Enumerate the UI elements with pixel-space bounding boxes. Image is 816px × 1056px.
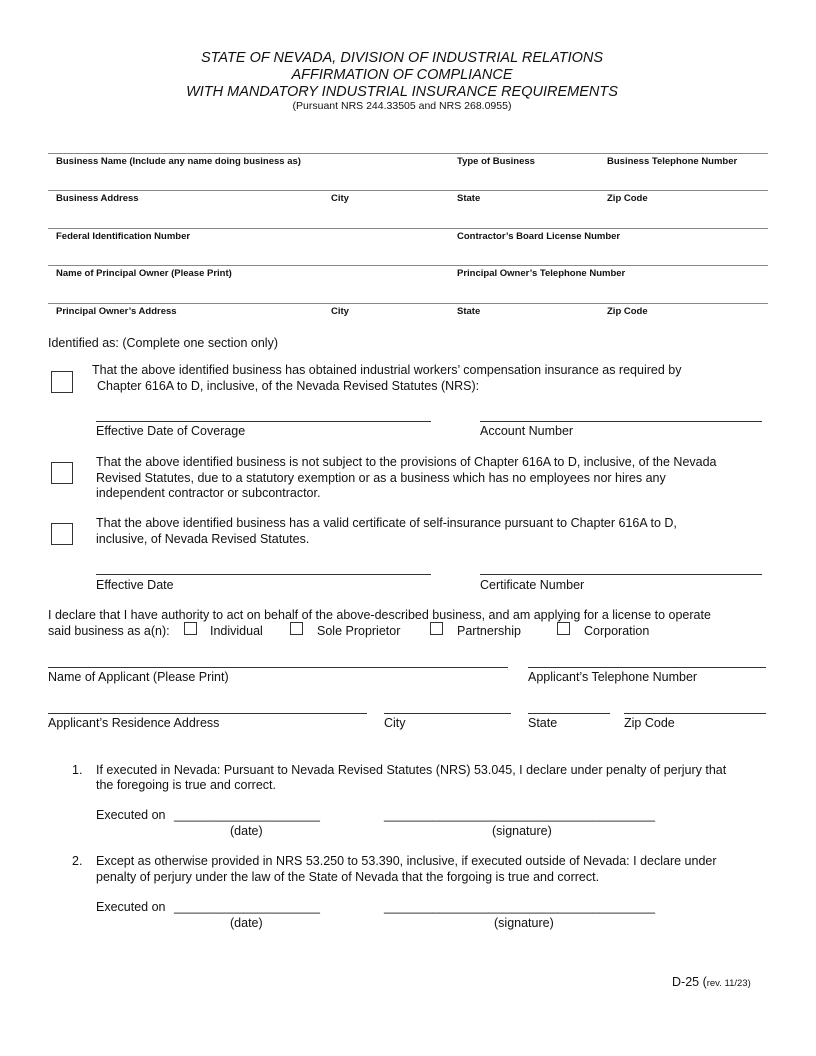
- effective-date-input[interactable]: [96, 574, 431, 575]
- field-divider: [48, 228, 768, 229]
- signature-label: (signature): [494, 916, 554, 930]
- field-divider: [48, 303, 768, 304]
- business-zip-label: Zip Code: [607, 193, 648, 204]
- option1-line2: Chapter 616A to D, inclusive, of the Nevada Revised Statutes (NRS):: [97, 379, 480, 393]
- principal-owner-city-label: City: [331, 306, 349, 317]
- option2-line2: Revised Statutes, due to a statutory exemption or as a business which has no employees nor hires any: [96, 471, 666, 485]
- applicant-zip-label: Zip Code: [624, 716, 675, 730]
- form-title-line1: STATE OF NEVADA, DIVISION OF INDUSTRIAL RELATIONS: [200, 50, 604, 66]
- signature-input[interactable]: _______________________________________: [384, 900, 656, 914]
- form-title-line3: WITH MANDATORY INDUSTRIAL INSURANCE REQUIREMENTS: [186, 84, 618, 100]
- option2-line3: independent contractor or subcontractor.: [96, 486, 321, 500]
- partnership-checkbox[interactable]: [430, 622, 443, 635]
- option1-line1: That the above identified business has obtained industrial workers’ compensation insurance as required by: [92, 363, 682, 377]
- contractor-license-label: Contractor’s Board License Number: [457, 231, 621, 242]
- revision-date: rev. 11/23): [706, 978, 751, 989]
- date-label: (date): [230, 824, 263, 838]
- identified-as-text: Identified as: (Complete one section only): [48, 336, 278, 350]
- business-city-label: City: [331, 193, 349, 204]
- applicant-state-input[interactable]: [528, 713, 610, 714]
- individual-label: Individual: [210, 624, 263, 638]
- effective-date-coverage-label: Effective Date of Coverage: [96, 424, 246, 438]
- signature-label: (signature): [492, 824, 552, 838]
- declaration-line2: said business as a(n):: [48, 624, 170, 638]
- statement2-line1: Except as otherwise provided in NRS 53.250 to 53.390, inclusive, if executed outside of Nevada: I declare under: [96, 854, 717, 868]
- statement1-line1: If executed in Nevada: Pursuant to Nevada Revised Statutes (NRS) 53.045, I declare under penalty of perjury that: [96, 763, 727, 777]
- applicant-phone-label: Applicant’s Telephone Number: [528, 670, 698, 684]
- account-number-input[interactable]: [480, 421, 762, 422]
- business-type-label: Type of Business: [457, 156, 535, 167]
- principal-owner-state-label: State: [457, 306, 481, 317]
- partnership-label: Partnership: [457, 624, 521, 638]
- applicant-city-input[interactable]: [384, 713, 511, 714]
- sole-proprietor-checkbox[interactable]: [290, 622, 303, 635]
- statement2-number: 2.: [72, 854, 83, 868]
- business-phone-label: Business Telephone Number: [607, 156, 738, 167]
- self-insurance-checkbox[interactable]: [51, 523, 73, 545]
- executed-on-label: Executed on: [96, 900, 166, 914]
- business-state-label: State: [457, 193, 481, 204]
- form-code: D-25 (: [672, 975, 707, 989]
- statement2-line2: penalty of perjury under the law of the State of Nevada that the forgoing is true and correct.: [96, 870, 600, 884]
- date-label: (date): [230, 916, 263, 930]
- principal-owner-phone-label: Principal Owner’s Telephone Number: [457, 268, 626, 279]
- executed-on-label: Executed on: [96, 808, 166, 822]
- principal-owner-zip-label: Zip Code: [607, 306, 648, 317]
- account-number-label: Account Number: [480, 424, 574, 438]
- applicant-name-input[interactable]: [48, 667, 508, 668]
- principal-owner-label: Name of Principal Owner (Please Print): [56, 268, 232, 279]
- applicant-address-label: Applicant’s Residence Address: [48, 716, 220, 730]
- field-divider: [48, 190, 768, 191]
- statement1-number: 1.: [72, 763, 83, 777]
- statement1-line2: the foregoing is true and correct.: [96, 778, 276, 792]
- option3-line2: inclusive, of Nevada Revised Statutes.: [96, 532, 310, 546]
- effective-date-label: Effective Date: [96, 578, 174, 592]
- applicant-city-label: City: [384, 716, 406, 730]
- business-address-label: Business Address: [56, 193, 139, 204]
- option3-line1: That the above identified business has a valid certificate of self-insurance pursuant to Chapter 616A to D,: [96, 516, 677, 530]
- federal-id-label: Federal Identification Number: [56, 231, 191, 242]
- applicant-zip-input[interactable]: [624, 713, 766, 714]
- field-divider: [48, 265, 768, 266]
- declaration-line1: I declare that I have authority to act on behalf of the above-described business, and am applying for a license to operate: [48, 608, 711, 622]
- pursuant-text: (Pursuant NRS 244.33505 and NRS 268.0955): [292, 100, 512, 112]
- applicant-phone-input[interactable]: [528, 667, 766, 668]
- corporation-checkbox[interactable]: [557, 622, 570, 635]
- applicant-name-label: Name of Applicant (Please Print): [48, 670, 229, 684]
- certificate-number-input[interactable]: [480, 574, 762, 575]
- form-title-line2: AFFIRMATION OF COMPLIANCE: [291, 67, 513, 83]
- sole-proprietor-label: Sole Proprietor: [317, 624, 401, 638]
- insurance-checkbox[interactable]: [51, 371, 73, 393]
- certificate-number-label: Certificate Number: [480, 578, 585, 592]
- business-name-label: Business Name (Include any name doing business as): [56, 156, 301, 167]
- option2-line1: That the above identified business is not subject to the provisions of Chapter 616A to D, inclusive, of the Nevada: [96, 455, 717, 469]
- field-divider: [48, 153, 768, 154]
- date-input[interactable]: _____________________: [174, 900, 320, 914]
- signature-input[interactable]: _______________________________________: [384, 808, 656, 822]
- date-input[interactable]: _____________________: [174, 808, 320, 822]
- applicant-state-label: State: [528, 716, 558, 730]
- applicant-address-input[interactable]: [48, 713, 367, 714]
- corporation-label: Corporation: [584, 624, 650, 638]
- individual-checkbox[interactable]: [184, 622, 197, 635]
- not-subject-checkbox[interactable]: [51, 462, 73, 484]
- effective-date-coverage-input[interactable]: [96, 421, 431, 422]
- form-number: [672, 975, 751, 989]
- principal-owner-address-label: Principal Owner’s Address: [56, 306, 177, 317]
